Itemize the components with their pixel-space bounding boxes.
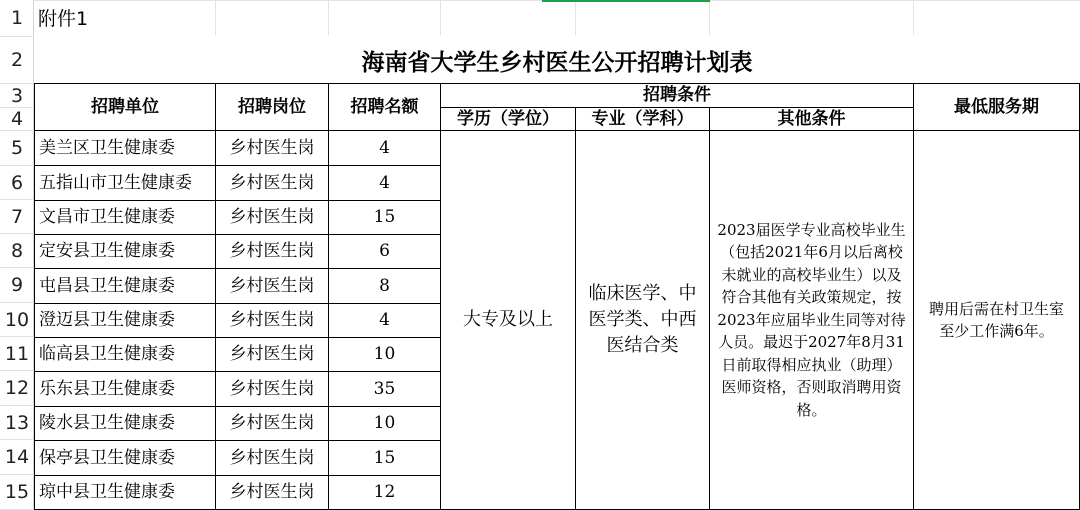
grid-line bbox=[575, 0, 576, 35]
cell-position[interactable]: 乡村医生岗 bbox=[215, 406, 329, 441]
cell-quota[interactable]: 4 bbox=[328, 130, 441, 166]
cell-unit[interactable]: 临高县卫生健康委 bbox=[34, 337, 216, 372]
row-number[interactable]: 14 bbox=[0, 440, 34, 475]
cell-unit[interactable]: 澄迈县卫生健康委 bbox=[34, 303, 216, 338]
cell-quota[interactable]: 4 bbox=[328, 303, 441, 338]
row-number[interactable]: 9 bbox=[0, 268, 34, 303]
cell-quota[interactable]: 4 bbox=[328, 165, 441, 201]
cell-position[interactable]: 乡村医生岗 bbox=[215, 440, 329, 476]
grid-line bbox=[440, 0, 441, 35]
grid-line bbox=[913, 0, 914, 35]
cell-quota[interactable]: 35 bbox=[328, 371, 441, 407]
header-quota[interactable]: 招聘名额 bbox=[328, 83, 441, 131]
cell-unit[interactable]: 乐东县卫生健康委 bbox=[34, 371, 216, 407]
row-number[interactable]: 10 bbox=[0, 303, 34, 337]
header-major[interactable]: 专业（学科） bbox=[575, 107, 710, 131]
header-recruiting-unit[interactable]: 招聘单位 bbox=[34, 83, 216, 131]
cell-position[interactable]: 乡村医生岗 bbox=[215, 165, 329, 201]
cell-unit[interactable]: 屯昌县卫生健康委 bbox=[34, 268, 216, 304]
attachment-label[interactable]: 附件1 bbox=[38, 8, 89, 30]
row-number[interactable]: 6 bbox=[0, 166, 34, 200]
merged-major-cell[interactable]: 临床医学、中医学类、中西医结合类 bbox=[575, 130, 710, 510]
row-number[interactable]: 5 bbox=[0, 131, 34, 166]
cell-position[interactable]: 乡村医生岗 bbox=[215, 303, 329, 338]
cell-unit[interactable]: 文昌市卫生健康委 bbox=[34, 200, 216, 235]
cell-position[interactable]: 乡村医生岗 bbox=[215, 200, 329, 235]
cell-position[interactable]: 乡村医生岗 bbox=[215, 268, 329, 304]
row-number[interactable]: 13 bbox=[0, 406, 34, 440]
cell-unit[interactable]: 陵水县卫生健康委 bbox=[34, 406, 216, 441]
row-number[interactable]: 3 bbox=[0, 84, 34, 108]
row-number[interactable]: 7 bbox=[0, 200, 34, 234]
cell-quota[interactable]: 10 bbox=[328, 337, 441, 372]
table-title[interactable]: 海南省大学生乡村医生公开招聘计划表 bbox=[361, 48, 753, 76]
cell-position[interactable]: 乡村医生岗 bbox=[215, 337, 329, 372]
merged-min-service-cell[interactable]: 聘用后需在村卫生室至少工作满6年。 bbox=[913, 130, 1080, 510]
merged-education-cell[interactable]: 大专及以上 bbox=[440, 130, 576, 510]
cell-position[interactable]: 乡村医生岗 bbox=[215, 371, 329, 407]
column-selection-indicator bbox=[542, 0, 710, 2]
cell-quota[interactable]: 15 bbox=[328, 200, 441, 235]
cell-position[interactable]: 乡村医生岗 bbox=[215, 475, 329, 510]
cell-position[interactable]: 乡村医生岗 bbox=[215, 130, 329, 166]
cell-quota[interactable]: 15 bbox=[328, 440, 441, 476]
merged-other-conditions-cell[interactable]: 2023届医学专业高校毕业生（包括2021年6月以后离校未就业的高校毕业生）以及符合其他有关政策规定，按2023年应届毕业生同等对待人员。最迟于2027年8月31日前取得相应执业（助理）医师资格，否则取消聘用资格。 bbox=[709, 130, 914, 510]
cell-unit[interactable]: 保亭县卫生健康委 bbox=[34, 440, 216, 476]
row-number[interactable]: 12 bbox=[0, 371, 34, 406]
cell-quota[interactable]: 8 bbox=[328, 268, 441, 304]
grid-line bbox=[709, 0, 710, 35]
row-number[interactable]: 2 bbox=[0, 37, 34, 84]
header-position[interactable]: 招聘岗位 bbox=[215, 83, 329, 131]
header-min-service[interactable]: 最低服务期 bbox=[913, 83, 1080, 131]
row-number[interactable]: 8 bbox=[0, 234, 34, 268]
cell-quota[interactable]: 10 bbox=[328, 406, 441, 441]
header-education[interactable]: 学历（学位） bbox=[440, 107, 576, 131]
row-number[interactable]: 15 bbox=[0, 475, 34, 510]
cell-unit[interactable]: 定安县卫生健康委 bbox=[34, 234, 216, 269]
cell-position[interactable]: 乡村医生岗 bbox=[215, 234, 329, 269]
grid-line bbox=[215, 0, 216, 35]
cell-quota[interactable]: 6 bbox=[328, 234, 441, 269]
row-number[interactable]: 4 bbox=[0, 108, 34, 131]
header-other-conditions[interactable]: 其他条件 bbox=[709, 107, 914, 131]
cell-unit[interactable]: 五指山市卫生健康委 bbox=[34, 165, 216, 201]
cell-unit[interactable]: 琼中县卫生健康委 bbox=[34, 475, 216, 510]
cell-quota[interactable]: 12 bbox=[328, 475, 441, 510]
cell-unit[interactable]: 美兰区卫生健康委 bbox=[34, 130, 216, 166]
row-number[interactable]: 1 bbox=[0, 0, 34, 37]
grid-line bbox=[328, 0, 329, 35]
row-number[interactable]: 11 bbox=[0, 337, 34, 371]
header-conditions[interactable]: 招聘条件 bbox=[440, 83, 914, 108]
